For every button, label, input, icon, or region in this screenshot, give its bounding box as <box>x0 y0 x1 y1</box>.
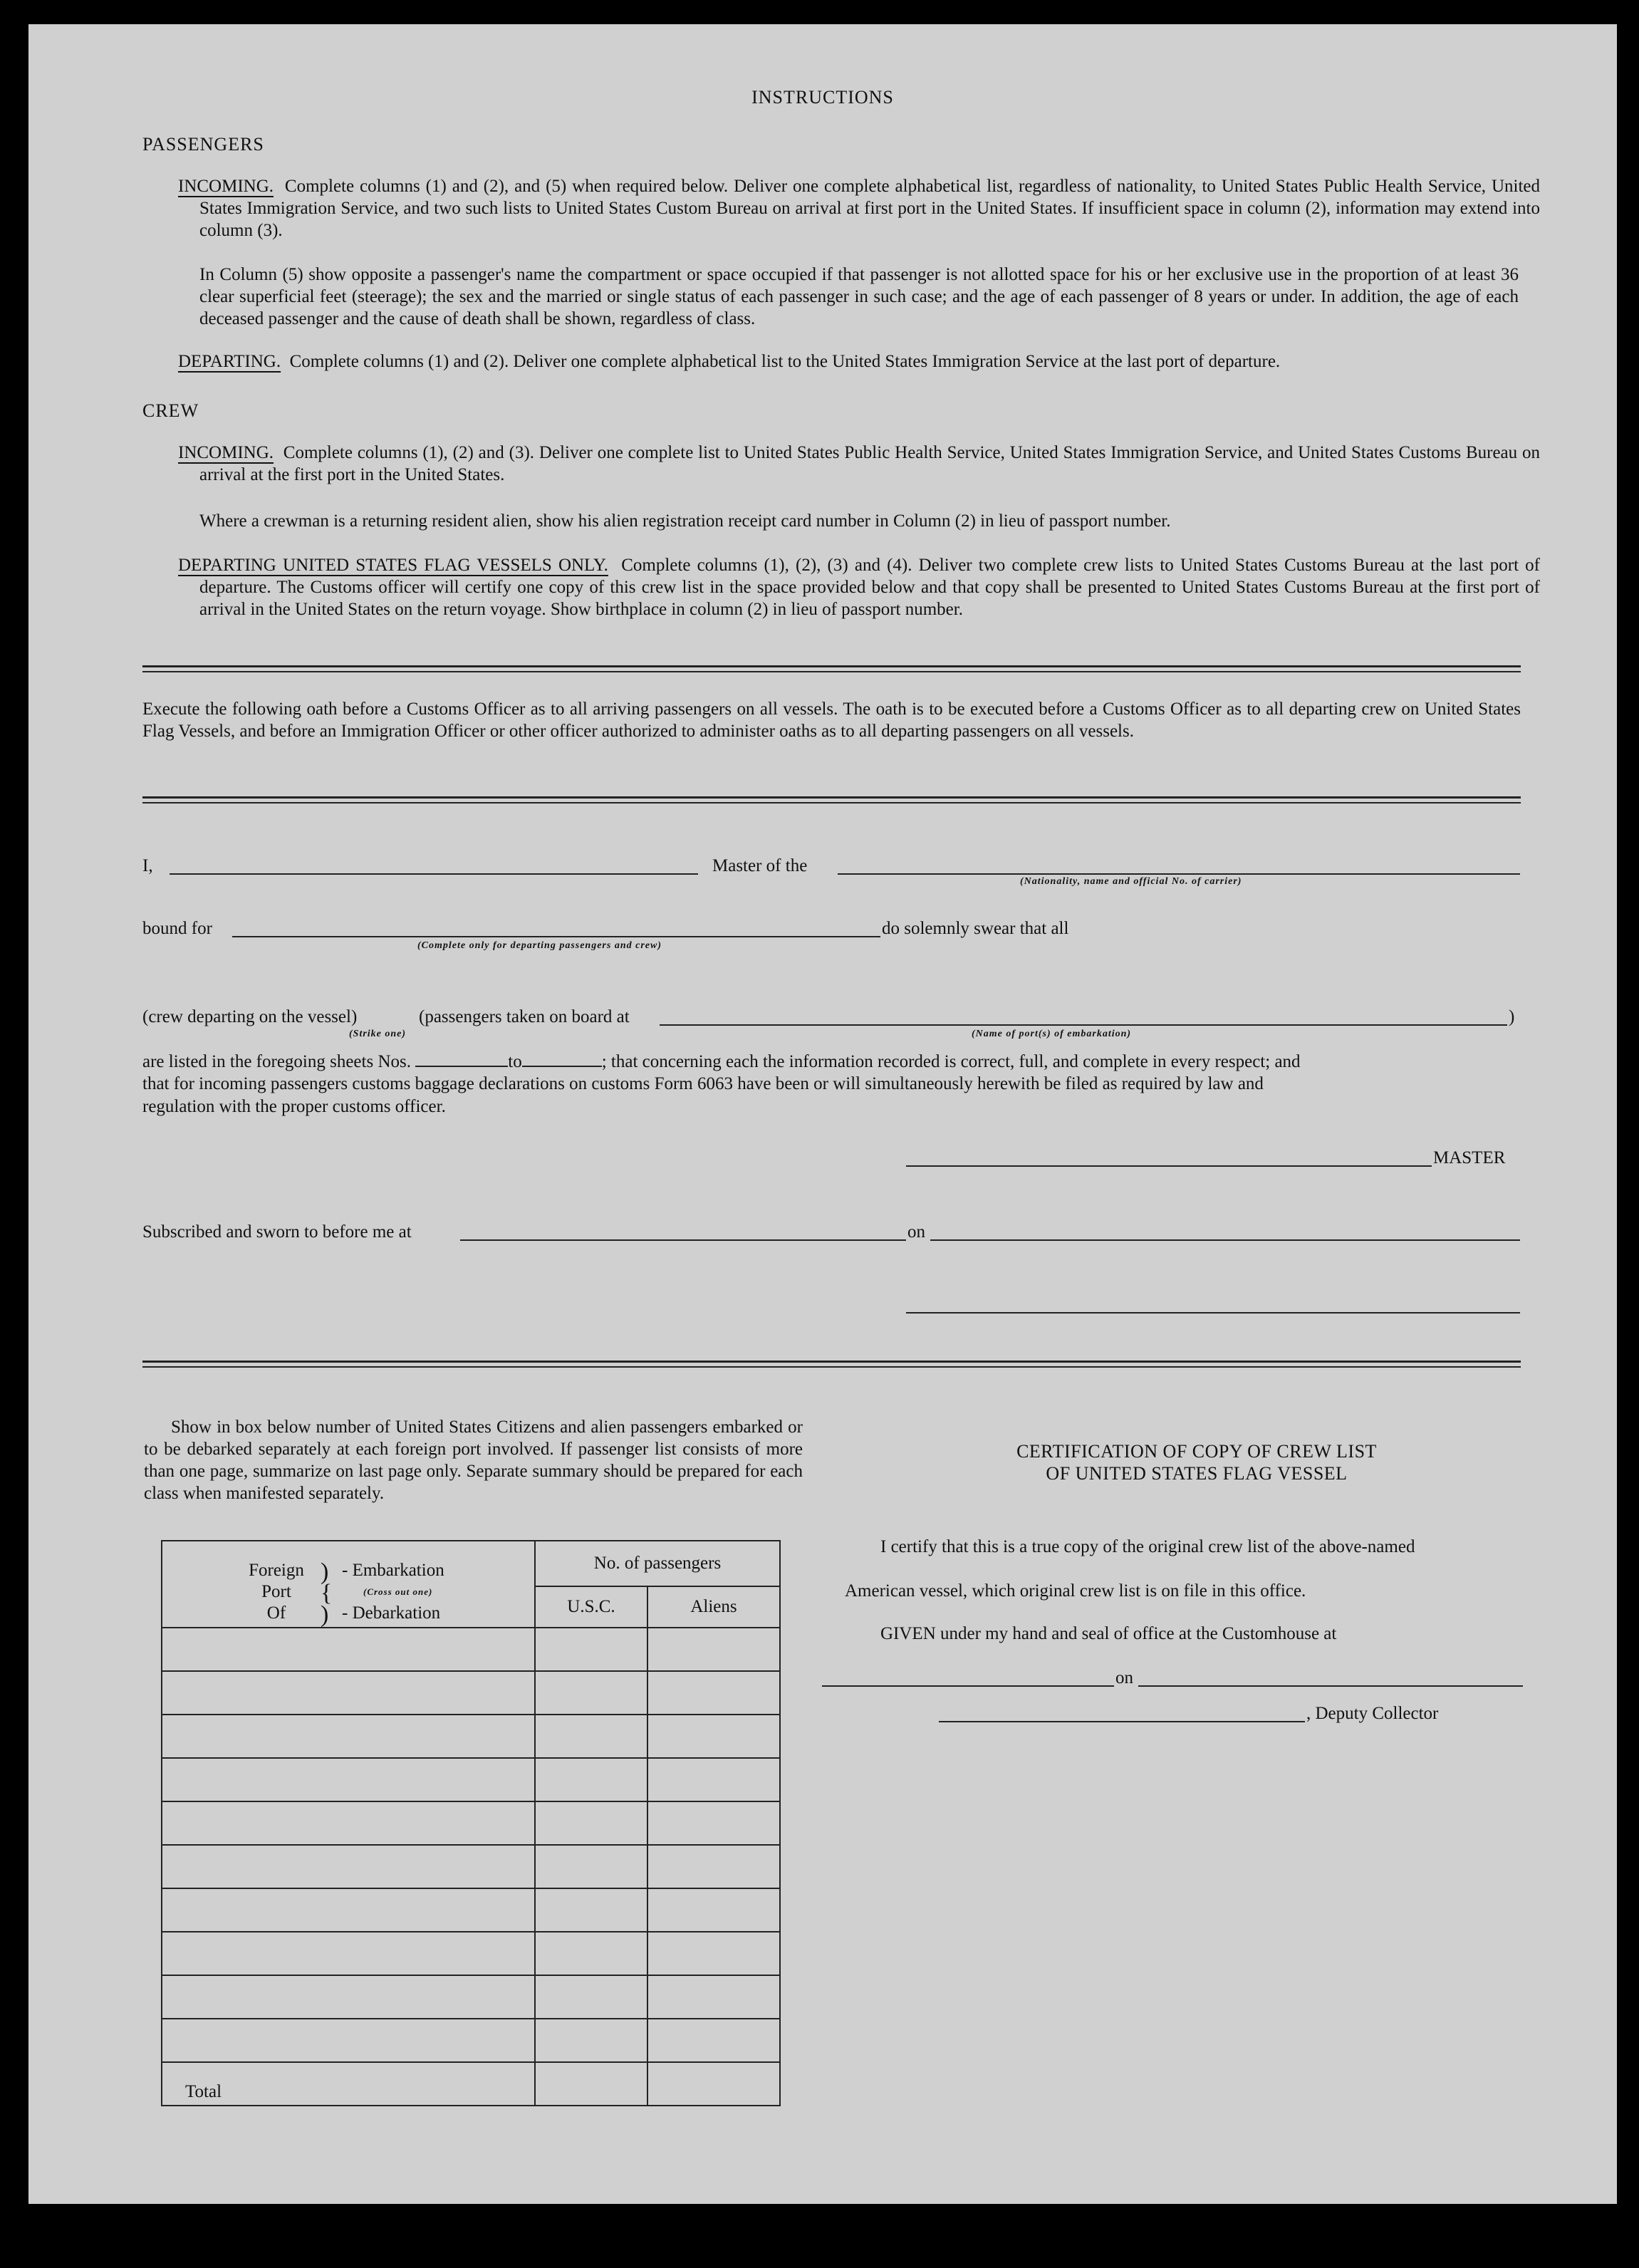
passengers-departing-paragraph <box>178 350 1519 373</box>
port-cell[interactable] <box>162 1975 535 2019</box>
master-of-the-label: Master of the <box>712 856 808 875</box>
instructions-title: INSTRUCTIONS <box>751 87 894 108</box>
passengers-taken-option[interactable]: (passengers taken on board at <box>419 1007 630 1026</box>
passengers-departing-label: DEPARTING. <box>178 352 281 371</box>
aliens-cell[interactable] <box>647 1932 780 1975</box>
form-sheet <box>28 24 1617 2204</box>
deputy-collector-signature-field[interactable] <box>939 1701 1305 1722</box>
usc-cell[interactable] <box>535 1888 647 1932</box>
port-cell[interactable] <box>162 1671 535 1715</box>
port-header-cell <box>162 1541 535 1628</box>
aliens-cell[interactable] <box>647 1671 780 1715</box>
bound-for-field[interactable] <box>232 916 880 937</box>
embarkation-label: - Embarkation <box>342 1561 444 1580</box>
oath-listed-line <box>142 1050 1521 1073</box>
passengers-column5-paragraph: In Column (5) show opposite a passenger's name the compartment or space occupied if that passenger is not allotted space for his or her exclusive use in the proportion of at least 36 clear superficial feet (steerage); the sex and the married or single status of each passenger in such case; and the age of each passenger of 8 years or under. In addition, the age of each deceased passenger and the cause of death shall be shown, regardless of class. <box>199 265 1519 328</box>
swear-text: do solemnly swear that all <box>882 919 1069 938</box>
port-cell[interactable] <box>162 1932 535 1975</box>
table-row <box>162 1671 780 1715</box>
crew-resident-paragraph: Where a crewman is a returning resident alien, show his alien registration receipt card number in Column (2) in lieu of passport number. <box>199 511 1171 531</box>
sworn-place-field[interactable] <box>460 1219 906 1241</box>
passengers-incoming-paragraph <box>178 175 1540 241</box>
table-row <box>162 1975 780 2019</box>
total-usc-cell[interactable] <box>535 2062 647 2106</box>
crew-incoming-label: INCOMING. <box>178 443 274 462</box>
total-aliens-cell[interactable] <box>647 2062 780 2106</box>
table-row <box>162 1801 780 1845</box>
oath-line3: regulation with the proper customs officer. <box>142 1097 446 1116</box>
oath-intro: Execute the following oath before a Customs Officer as to all arriving passengers on all vessels. The oath is to be executed before a Customs Officer as to all departing crew on United States Flag Vessels, and before an Immigration Officer or other officer authorized to administer oaths as to all departing passengers on all vessels. <box>142 699 1521 741</box>
crew-departing-label: DEPARTING UNITED STATES FLAG VESSELS ONLY. <box>178 556 608 575</box>
foreign-label: Foreign <box>249 1561 304 1580</box>
passengers-departing-text: Complete columns (1) and (2). Deliver one complete alphabetical list to the United States Immigration Service at the last port of departure. <box>289 352 1281 371</box>
sworn-on-label: on <box>907 1222 925 1242</box>
crew-incoming-text: Complete columns (1), (2) and (3). Deliver one complete list to United States Public Health Service, United States Immigration Service, and United States Customs Bureau on arrival at the first port in the United States. <box>199 443 1540 484</box>
table-row <box>162 1932 780 1975</box>
usc-cell[interactable] <box>535 1845 647 1888</box>
listed-to-text: to <box>508 1052 522 1071</box>
certification-line3: GIVEN under my hand and seal of office at the Customhouse at <box>880 1624 1337 1643</box>
certification-title-line2: OF UNITED STATES FLAG VESSEL <box>1046 1463 1348 1484</box>
close-paren: ) <box>1509 1007 1515 1026</box>
usc-cell[interactable] <box>535 2019 647 2062</box>
certification-title-line1: CERTIFICATION OF COPY OF CREW LIST <box>1016 1441 1377 1462</box>
port-cell[interactable] <box>162 2019 535 2062</box>
bound-caption: (Complete only for departing passengers and crew) <box>417 940 662 951</box>
port-cell[interactable] <box>162 1715 535 1758</box>
crew-departing-paragraph <box>178 554 1540 620</box>
crew-incoming-paragraph <box>178 442 1540 486</box>
listed-text-b: ; that concerning each the information recorded is correct, full, and complete in every respect; and <box>601 1052 1301 1071</box>
table-row <box>162 1888 780 1932</box>
usc-cell[interactable] <box>535 1758 647 1801</box>
customhouse-field[interactable] <box>822 1665 1114 1687</box>
no-passengers-header: No. of passengers <box>535 1541 780 1586</box>
brace-icon: ) { ) <box>321 1559 333 1628</box>
certification-line1: I certify that this is a true copy of the original crew list of the above-named <box>880 1537 1415 1556</box>
divider <box>142 665 1521 672</box>
master-label: MASTER <box>1433 1148 1506 1167</box>
certification-title <box>848 1440 1546 1484</box>
aliens-cell[interactable] <box>647 2019 780 2062</box>
listed-text-a: are listed in the foregoing sheets Nos. <box>142 1052 411 1071</box>
aliens-cell[interactable] <box>647 1801 780 1845</box>
certification-date-field[interactable] <box>1138 1665 1523 1687</box>
table-row <box>162 1758 780 1801</box>
usc-cell[interactable] <box>535 1628 647 1671</box>
sheet-to-field[interactable] <box>522 1050 602 1067</box>
aliens-cell[interactable] <box>647 1845 780 1888</box>
master-name-field[interactable] <box>170 853 698 875</box>
carrier-field[interactable] <box>838 853 1520 875</box>
aliens-cell[interactable] <box>647 1758 780 1801</box>
total-label: Total <box>162 2062 535 2106</box>
embarkation-port-field[interactable] <box>660 1004 1507 1026</box>
debarkation-label: - Debarkation <box>342 1603 441 1623</box>
bound-for-label: bound for <box>142 919 212 938</box>
usc-cell[interactable] <box>535 1715 647 1758</box>
aliens-cell[interactable] <box>647 1975 780 2019</box>
port-cell[interactable] <box>162 1845 535 1888</box>
embark-caption: (Name of port(s) of embarkation) <box>972 1029 1132 1039</box>
passenger-summary-table <box>161 1540 781 2106</box>
aliens-cell[interactable] <box>647 1888 780 1932</box>
usc-header: U.S.C. <box>535 1586 647 1628</box>
crew-departing-text: Complete columns (1), (2), (3) and (4). Deliver two complete crew lists to United States Customs Bureau at the last port of departure. The Customs officer will certify one copy of this crew list in the space provided below and that copy shall be presented to United States Customs Bureau at the first port of arrival in the United States on the return voyage. Show birthplace in column (2) in lieu of passport number. <box>199 556 1541 619</box>
carrier-caption: (Nationality, name and official No. of carrier) <box>1020 876 1242 887</box>
of-label: Of <box>266 1603 286 1623</box>
aliens-cell[interactable] <box>647 1628 780 1671</box>
divider <box>142 1361 1521 1368</box>
port-cell[interactable] <box>162 1888 535 1932</box>
certification-on-label: on <box>1115 1668 1133 1687</box>
table-row <box>162 1715 780 1758</box>
table-row <box>162 2019 780 2062</box>
port-cell[interactable] <box>162 1758 535 1801</box>
oath-line2: that for incoming passengers customs baggage declarations on customs Form 6063 have been or will simultaneously herewith be filed as required by law and <box>142 1074 1264 1093</box>
aliens-cell[interactable] <box>647 1715 780 1758</box>
summary-intro: Show in box below number of United States Citizens and alien passengers embarked or to be debarked separately at each foreign port involved. If passenger list consists of more than one page, summarize on last page only. Separate summary should be prepared for each class when manifested separately. <box>144 1418 803 1503</box>
master-signature-field[interactable] <box>906 1145 1432 1167</box>
total-row <box>162 2062 780 2106</box>
aliens-header: Aliens <box>647 1586 780 1628</box>
officer-signature-field[interactable] <box>906 1292 1520 1314</box>
crew-heading: CREW <box>142 400 199 421</box>
table-row <box>162 1628 780 1671</box>
sworn-date-field[interactable] <box>930 1219 1520 1241</box>
strike-caption: (Strike one) <box>349 1029 407 1039</box>
deputy-collector-label: , Deputy Collector <box>1306 1704 1439 1723</box>
port-cell[interactable] <box>162 1801 535 1845</box>
port-cell[interactable] <box>162 1628 535 1671</box>
subscribed-label: Subscribed and sworn to before me at <box>142 1222 412 1242</box>
passengers-incoming-label: INCOMING. <box>178 177 274 196</box>
usc-cell[interactable] <box>535 1801 647 1845</box>
passengers-incoming-text: Complete columns (1) and (2), and (5) when required below. Deliver one complete alphabetical list, regardless of nationality, to United States Public Health Service, United States Immigration Service, and two such lists to United States Custom Bureau on arrival at first port in the United States. If insufficient space in column (2), information may extend into column (3). <box>199 177 1541 240</box>
table-row <box>162 1845 780 1888</box>
oath-i-label: I, <box>142 856 153 875</box>
divider <box>142 796 1521 803</box>
usc-cell[interactable] <box>535 1932 647 1975</box>
cross-out-caption: (Cross out one) <box>363 1586 433 1597</box>
usc-cell[interactable] <box>535 1671 647 1715</box>
crew-departing-option[interactable]: (crew departing on the vessel) <box>142 1007 358 1026</box>
sheet-from-field[interactable] <box>415 1050 508 1067</box>
passengers-heading: PASSENGERS <box>142 134 264 155</box>
usc-cell[interactable] <box>535 1975 647 2019</box>
certification-line2: American vessel, which original crew list is on file in this office. <box>845 1581 1306 1601</box>
port-label: Port <box>261 1582 291 1601</box>
